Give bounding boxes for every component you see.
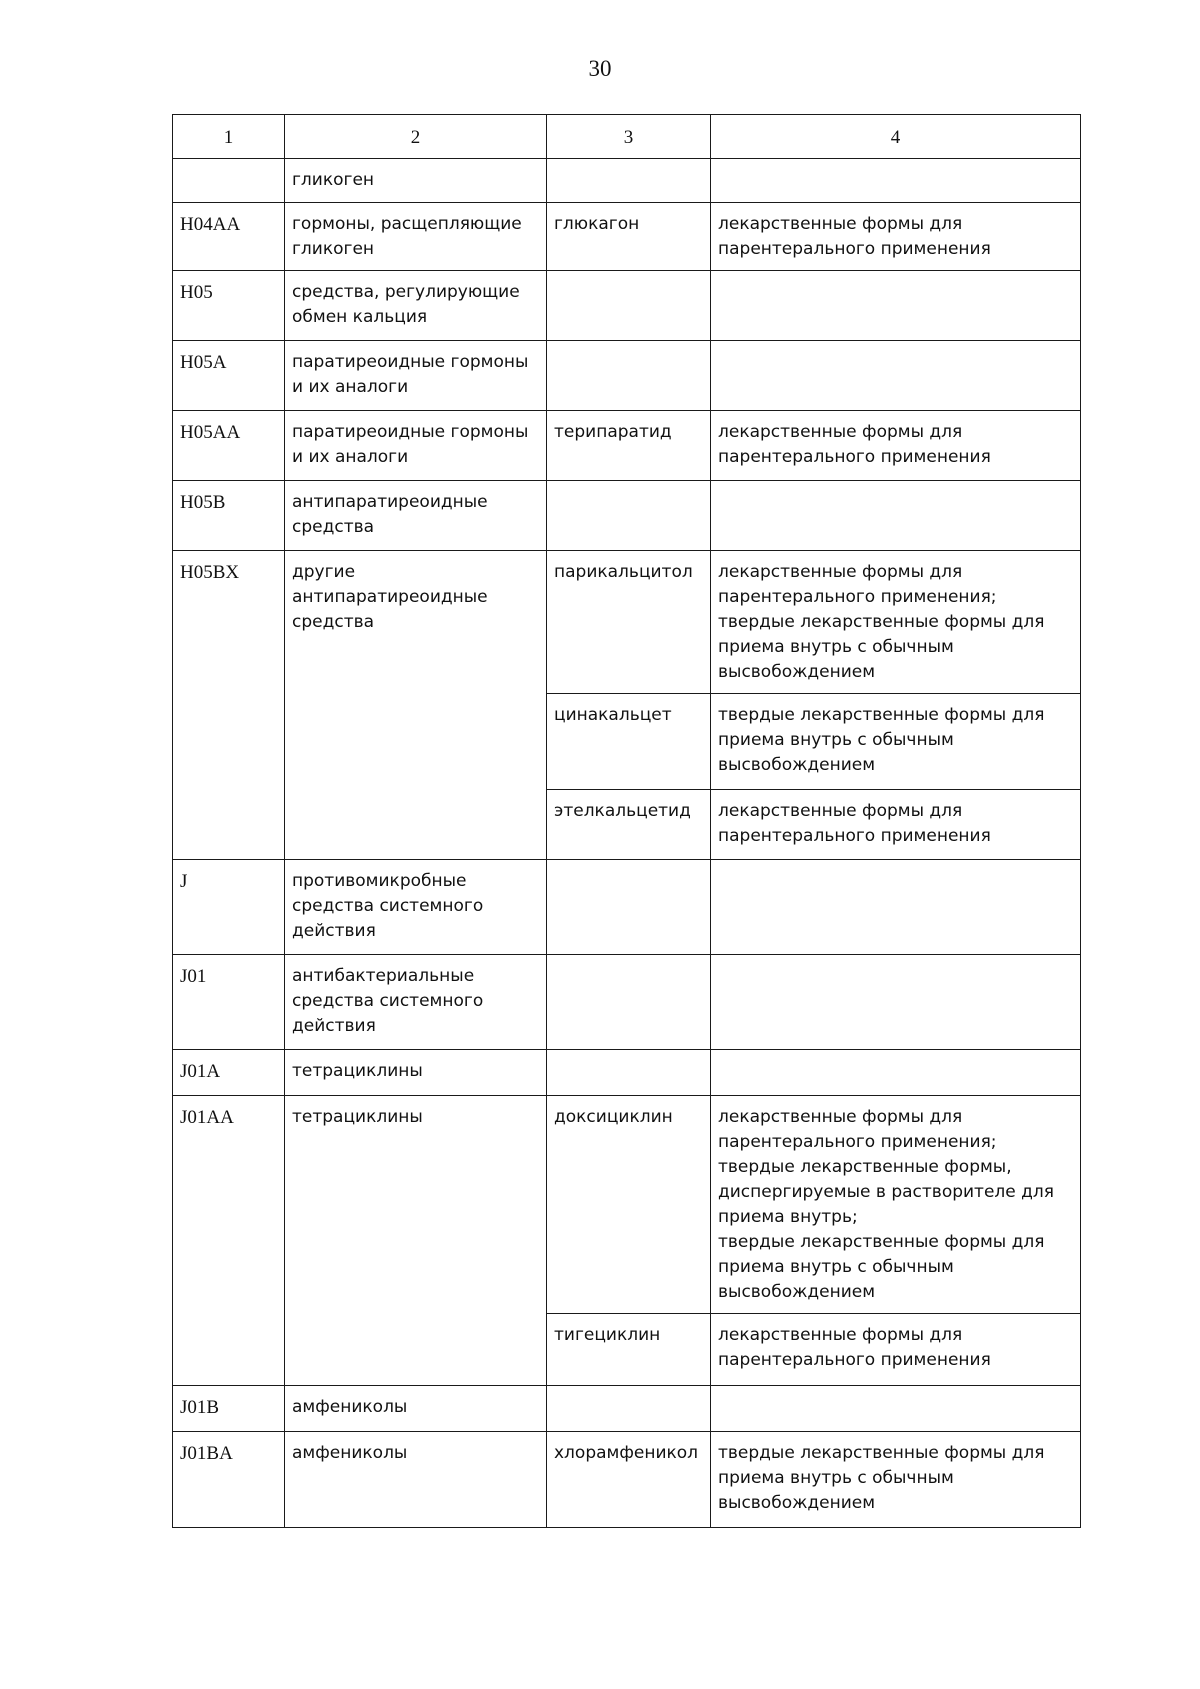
anatomical-group: средства, регулирующие обмен кальция: [285, 271, 547, 341]
table-row: [173, 860, 1081, 955]
anatomical-group: тетрациклины: [285, 1050, 547, 1096]
drug-name: цинакальцет: [547, 694, 711, 790]
drug-table: [172, 114, 1081, 1528]
table-row: [173, 271, 1081, 341]
drug-name: [547, 1050, 711, 1096]
dosage-form: [711, 955, 1081, 1050]
column-header: 4: [711, 115, 1081, 159]
table-row: [173, 411, 1081, 481]
table-row: [173, 1050, 1081, 1096]
drug-name: [547, 860, 711, 955]
atc-code: H05: [173, 271, 285, 341]
atc-code: H05A: [173, 341, 285, 411]
atc-code: J01B: [173, 1386, 285, 1432]
table-row: [173, 341, 1081, 411]
header-row: [173, 115, 1081, 159]
dosage-form: твердые лекарственные формы для приема внутрь с обычным высвобождением: [711, 694, 1081, 790]
drug-name: [547, 341, 711, 411]
drug-name: [547, 159, 711, 203]
drug-name: этелкальцетид: [547, 790, 711, 860]
atc-code: J01: [173, 955, 285, 1050]
dosage-form: [711, 1386, 1081, 1432]
drug-name: [547, 481, 711, 551]
table-row: [173, 551, 1081, 694]
drug-name: тигециклин: [547, 1314, 711, 1386]
dosage-form: лекарственные формы для парентерального применения; твердые лекарственные формы для приема внутрь с обычным высвобождением: [711, 551, 1081, 694]
atc-code: J01A: [173, 1050, 285, 1096]
drug-name: глюкагон: [547, 203, 711, 271]
anatomical-group: противомикробные средства системного действия: [285, 860, 547, 955]
dosage-form: [711, 159, 1081, 203]
dosage-form: [711, 1050, 1081, 1096]
dosage-form: лекарственные формы для парентерального применения: [711, 1314, 1081, 1386]
page-number: 30: [588, 56, 612, 81]
atc-code: J01BA: [173, 1432, 285, 1528]
atc-code: H05B: [173, 481, 285, 551]
drug-name: [547, 271, 711, 341]
drug-name: [547, 1386, 711, 1432]
table-row: [173, 1386, 1081, 1432]
table-row: [173, 203, 1081, 271]
drug-name: доксициклин: [547, 1096, 711, 1314]
table-row: [173, 1096, 1081, 1314]
table-row: [173, 481, 1081, 551]
table-row: [173, 1432, 1081, 1528]
dosage-form: [711, 271, 1081, 341]
dosage-form: [711, 860, 1081, 955]
anatomical-group: другие антипаратиреоидные средства: [285, 551, 547, 860]
atc-code: [173, 159, 285, 203]
drug-name: терипаратид: [547, 411, 711, 481]
column-header: 3: [547, 115, 711, 159]
anatomical-group: амфениколы: [285, 1386, 547, 1432]
dosage-form: твердые лекарственные формы для приема внутрь с обычным высвобождением: [711, 1432, 1081, 1528]
dosage-form: лекарственные формы для парентерального применения: [711, 203, 1081, 271]
table-row: [173, 955, 1081, 1050]
dosage-form: лекарственные формы для парентерального применения; твердые лекарственные формы, диспергируемые в растворителе для приема внутрь; твердые лекарственные формы для приема внутрь с обычным высвобождением: [711, 1096, 1081, 1314]
anatomical-group: антипаратиреоидные средства: [285, 481, 547, 551]
anatomical-group: амфениколы: [285, 1432, 547, 1528]
atc-code: H05BX: [173, 551, 285, 860]
anatomical-group: паратиреоидные гормоны и их аналоги: [285, 341, 547, 411]
drug-name: хлорамфеникол: [547, 1432, 711, 1528]
anatomical-group: паратиреоидные гормоны и их аналоги: [285, 411, 547, 481]
table-row: [173, 159, 1081, 203]
drug-name: парикальцитол: [547, 551, 711, 694]
dosage-form: [711, 481, 1081, 551]
dosage-form: [711, 341, 1081, 411]
anatomical-group: тетрациклины: [285, 1096, 547, 1386]
anatomical-group: гормоны, расщепляющие гликоген: [285, 203, 547, 271]
atc-code: H04AA: [173, 203, 285, 271]
atc-code: J: [173, 860, 285, 955]
atc-code: J01AA: [173, 1096, 285, 1386]
anatomical-group: гликоген: [285, 159, 547, 203]
drug-name: [547, 955, 711, 1050]
column-header: 1: [173, 115, 285, 159]
dosage-form: лекарственные формы для парентерального применения: [711, 411, 1081, 481]
column-header: 2: [285, 115, 547, 159]
atc-code: H05AA: [173, 411, 285, 481]
anatomical-group: антибактериальные средства системного действия: [285, 955, 547, 1050]
dosage-form: лекарственные формы для парентерального применения: [711, 790, 1081, 860]
